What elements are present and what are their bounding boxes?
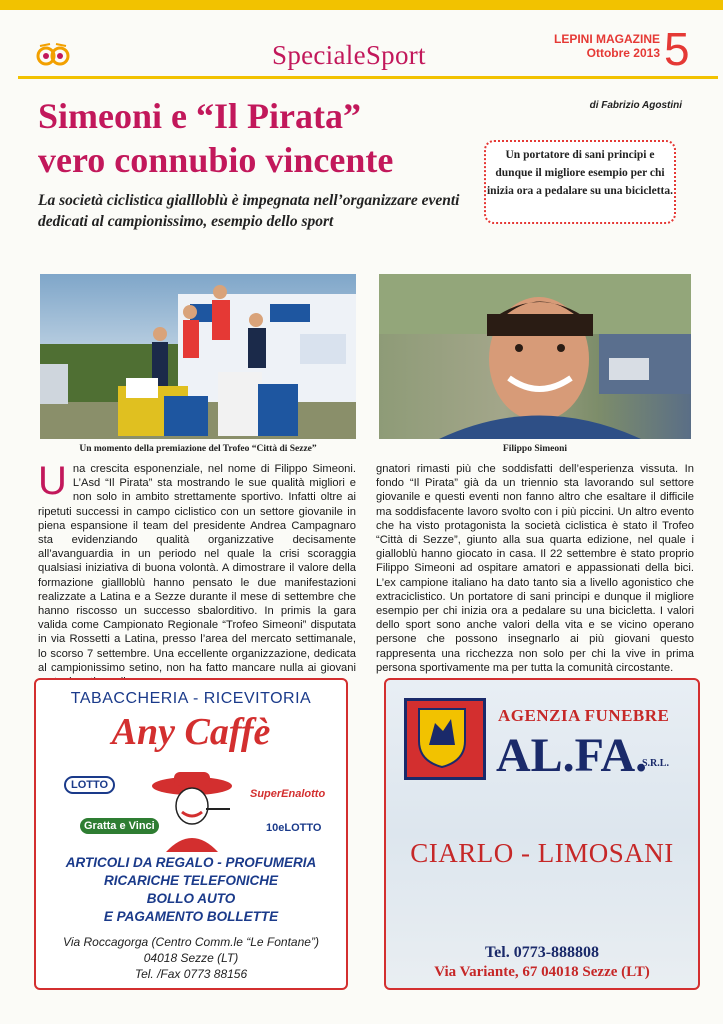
superenalotto-logo: SuperEnalotto [250, 788, 326, 800]
ad1-address-line-1: Via Roccagorga (Centro Comm.le “Le Fontane”) [63, 935, 319, 949]
headline-line-2: vero connubio vincente [38, 140, 394, 180]
ad1-address [36, 934, 346, 982]
article-column-1-text: na crescita esponenziale, nel nome di Filippo Simeoni. L’Asd “Il Pirata” sta mostrando le sue qualità migliori e non solo in ambito strettamente sportivo. Infatti oltre ai ripetuti successi in campo ciclistico con un settore giovanile in piena espansione il team del presidente Andrea Campagnaro sta evidenziando qualità organizzative decisamente all’avanguardia in un periodo nel quale la crisi scoraggia qualsiasi iniziativa di buona volontà. A dimostrare il valore della formazione giallloblù hanno pensato le due manifestazioni realizzate a Latina e a Sezze durante il mese di settembre che hanno riscosso un successo sbalorditivo. In primis la gara valida come Campionato Regionale “Trofeo Simeoni” disputata in via Rossetti a Latina, presso l’area del mercato settimanale, lo scorso 7 settembre. Una eccellente organizzazione, dedicata al campionissimo setino, non ha fatto mancare nulla ai giovani [38, 463, 356, 674]
article-headline [38, 94, 478, 182]
ad1-line-1: ARTICOLI DA REGALO - PROFUMERIA [65, 855, 317, 870]
ad2-address: Via Variante, 67 04018 Sezze (LT) [434, 964, 650, 980]
byline: di Fabrizio Agostini [589, 100, 682, 111]
filippo-simeoni-portrait [379, 274, 691, 439]
portrait-icon [379, 274, 691, 439]
crest-icon [404, 698, 486, 780]
magazine-name: LEPINI MAGAZINE [553, 32, 660, 46]
ad-any-caffe [34, 678, 348, 990]
photo-caption-1: Un momento della premiazione del Trofeo “Città di Sezze” [79, 444, 317, 454]
ad-alfa-funeral [384, 678, 700, 990]
headline-line-1: Simeoni e “Il Pirata” [38, 96, 361, 136]
ad2-phone: Tel. 0773-888808 [484, 944, 600, 961]
pull-quote-box: Un portatore di sani principi e dunque il migliore esempio per chi inizia ora a pedalare su una bicicletta. [484, 140, 676, 224]
award-ceremony-photo [40, 274, 356, 439]
ad2-brand: AL.FA. [496, 729, 648, 782]
article-column-2: gnatori rimasti più che soddisfatti dell’esperienza vissuta. In fondo “Il Pirata” già da un triennio sta lavorando sul settore giovanile e questi eventi non fanno altro che esaltare il difficile ma soddisfacente lavoro svolto con i più piccini. Un altro evento che ha visto protagonista la società ciclistica è stato il Trofeo “Città di Sezze”, giunto alla sua quarta edizione, nel quale i gialloblù hanno giocato in casa. Il 22 settembre è stato proprio Filippo Simeoni ad ospitare amatori e appassionati della bici. L’ex campione italiano ha dato tanto sia a livello agonistico che extraciclistico. Un portatore di sani principi e dunque il migliore esempio per chi inizia ora a pedalare su una bicicletta. I valori dello sport sono anche valori della vita e se vicino operano persone che possono insegnarlo ai più giovani questo rappresenta una ricchezza non solo per chi la vive in prima persona sportivamente ma per tutta la comunità circostante. [376, 463, 694, 674]
page-number: 5 [664, 23, 690, 75]
ad1-line-4: E PAGAMENTO BOLLETTE [103, 909, 279, 924]
magazine-logo-icon [36, 42, 70, 68]
article-column-1 [38, 459, 356, 689]
ad1-line-3: BOLLO AUTO [146, 891, 236, 906]
ad1-heading: TABACCHERIA - RICEVITORIA [70, 690, 312, 707]
podium-scene-icon [40, 274, 356, 439]
section-title: SpecialeSport [272, 40, 426, 70]
ad1-services [36, 854, 346, 926]
header-divider [18, 76, 718, 79]
ad1-line-2: RICARICHE TELEFONICHE [103, 873, 278, 888]
article-subheading: La società ciclistica giallloblù è impegnata nell’organizzare eventi dedicati al campionissimo, esempio dello sport [38, 192, 460, 230]
issue-date: Ottobre 2013 [586, 46, 660, 60]
ad1-address-line-3: Tel. /Fax 0773 88156 [134, 967, 248, 981]
10elotto-logo: 10eLOTTO [266, 822, 322, 834]
ad2-heading: AGENZIA FUNEBRE [498, 706, 670, 725]
drop-cap: U [38, 459, 67, 503]
lady-with-hat-icon [148, 772, 236, 852]
lotto-logo: LOTTO [64, 776, 115, 794]
ad2-names: CIARLO - LIMOSANI [410, 838, 674, 868]
ad1-address-line-2: 04018 Sezze (LT) [143, 951, 239, 965]
ad1-brand: Any Caffè [111, 711, 271, 753]
ad2-company-type: S.R.L. [642, 758, 669, 769]
photo-caption-2: Filippo Simeoni [502, 444, 568, 454]
top-color-bar [0, 0, 723, 10]
gratta-e-vinci-logo: Gratta e Vinci [80, 818, 159, 834]
